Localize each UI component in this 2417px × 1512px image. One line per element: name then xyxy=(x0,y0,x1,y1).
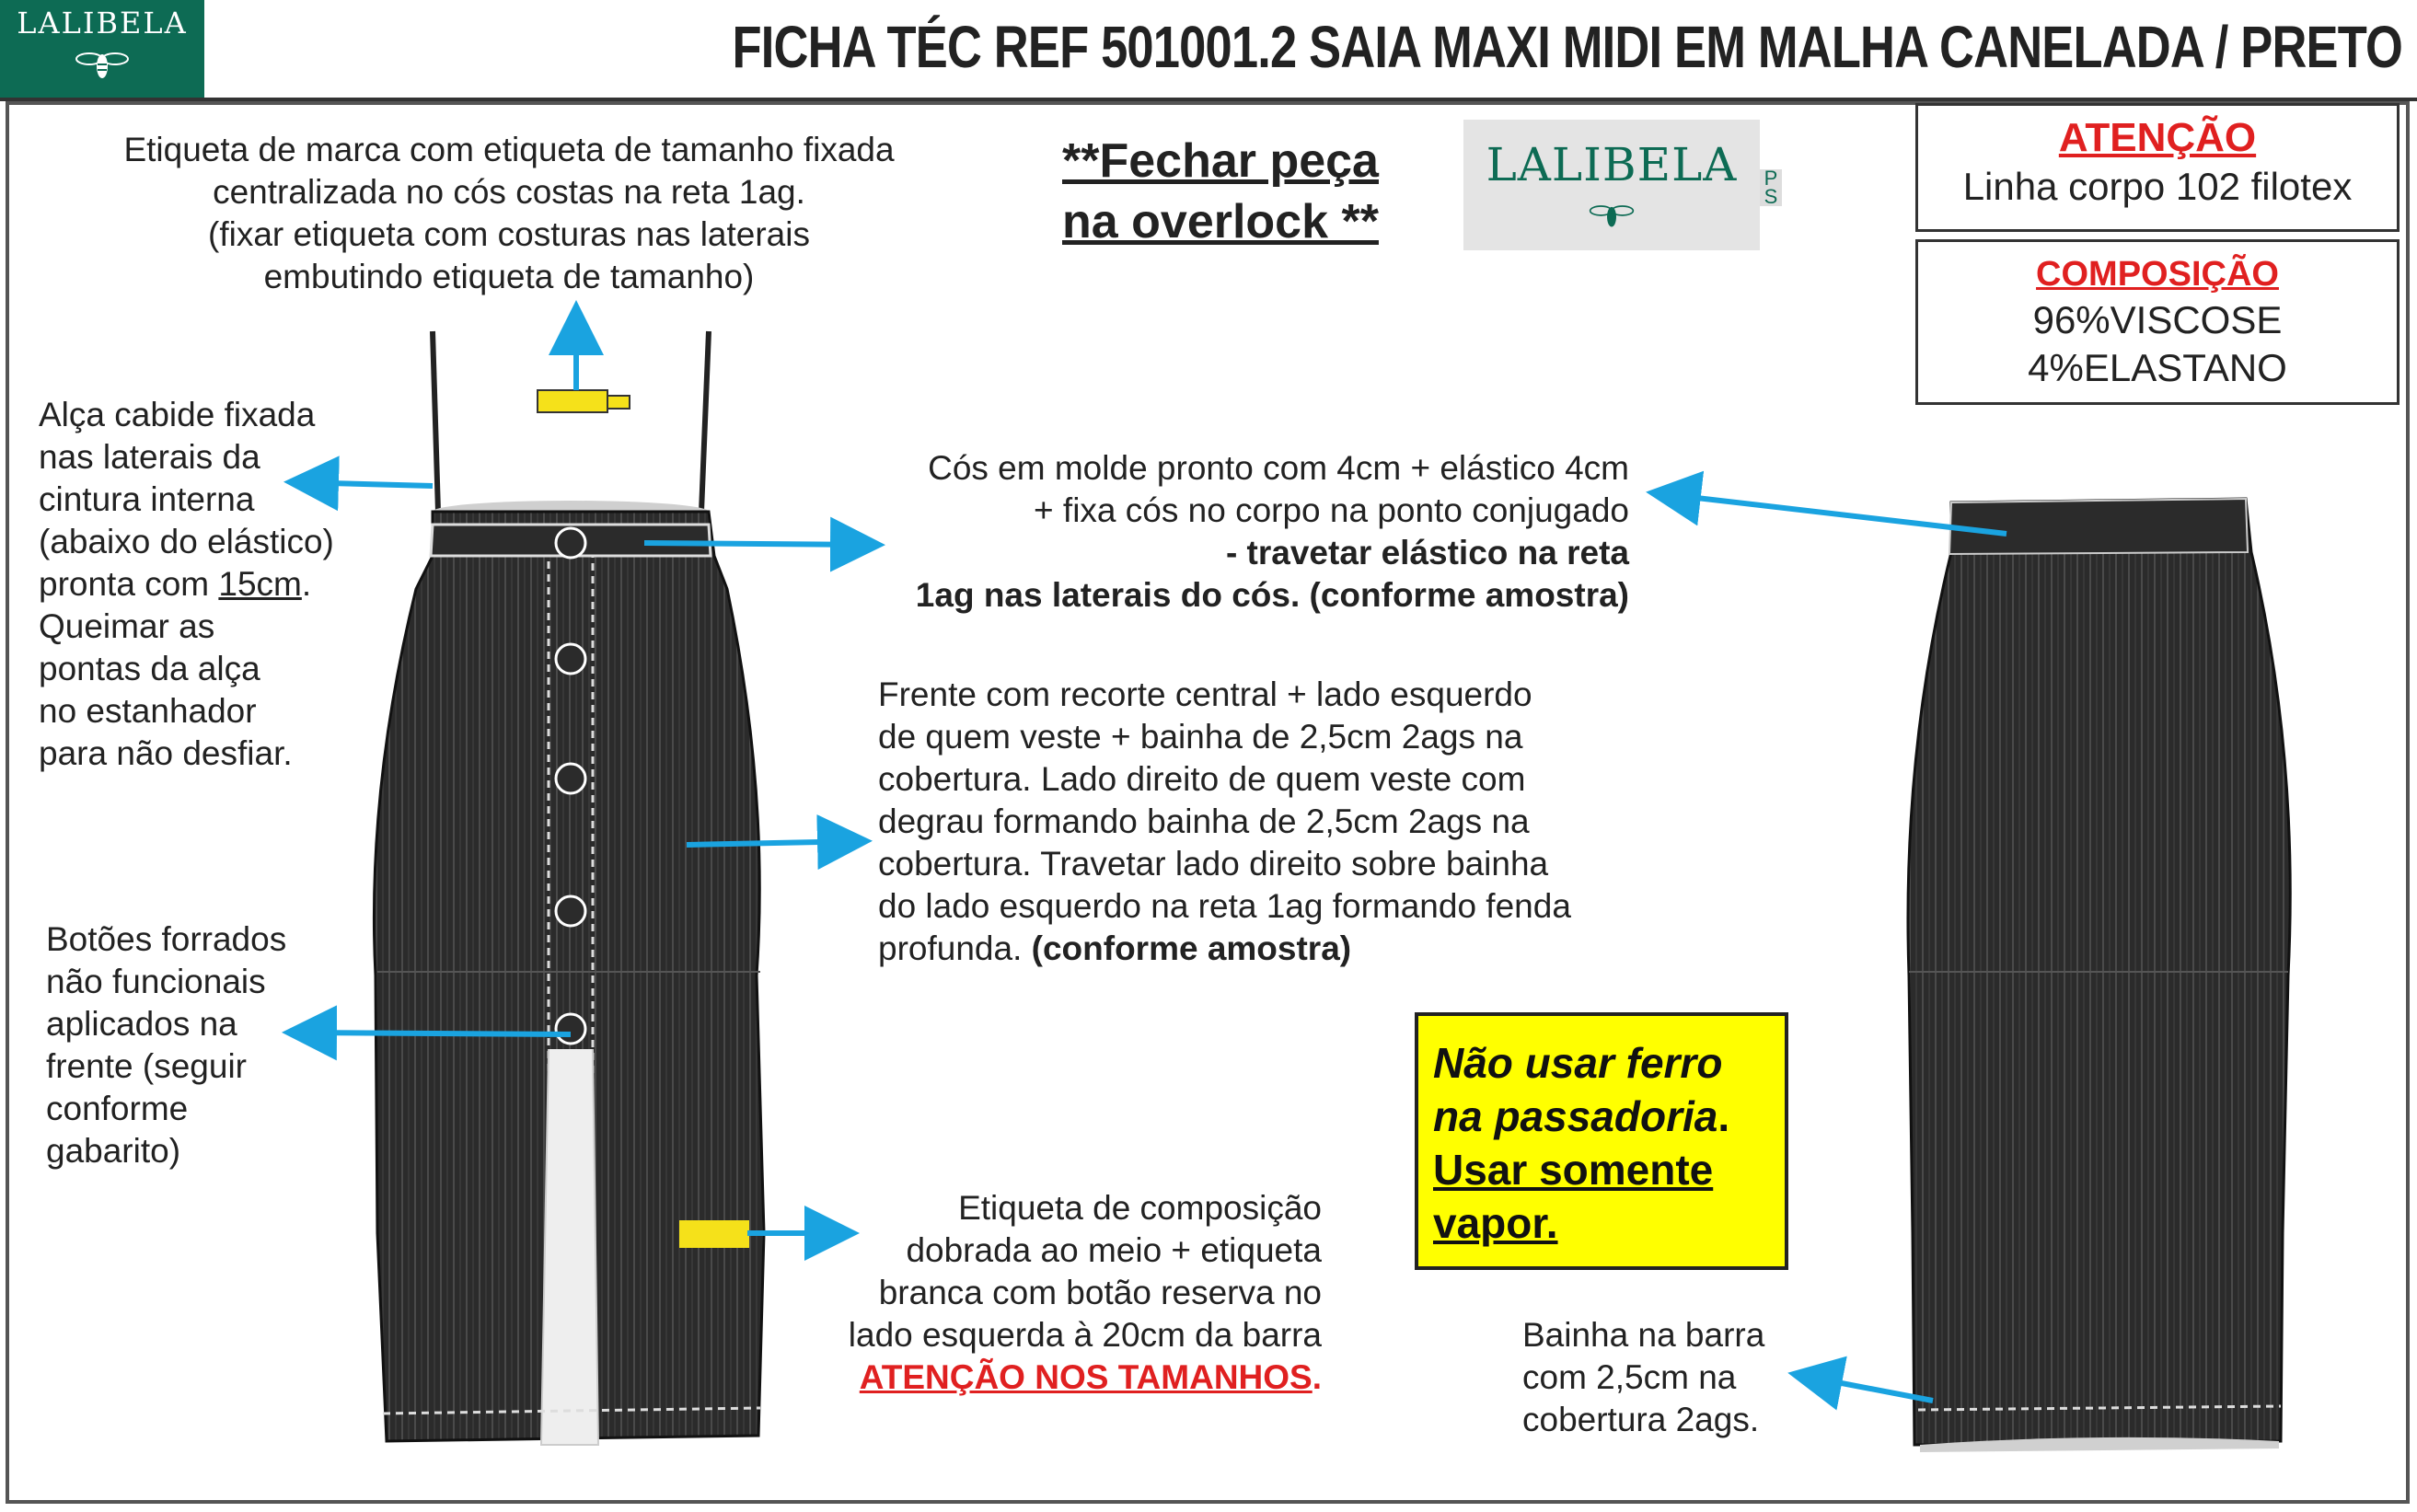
brand-logo-text: LALIBELA xyxy=(17,6,188,40)
note-strap: Alça cabide fixada nas laterais da cintura interna (abaixo do elástico) pronta com 15cm. Queimar as pontas da alça no estanhador para não desfiar. xyxy=(39,396,334,772)
button-3 xyxy=(556,764,585,793)
composition-label xyxy=(679,1220,749,1248)
strap-right xyxy=(701,331,709,512)
button-5 xyxy=(556,1014,585,1044)
logo-suffix: P S xyxy=(1760,169,1782,206)
button-4 xyxy=(556,896,585,926)
composition-box xyxy=(1915,239,2400,405)
arrow-front xyxy=(687,841,862,845)
note-hem: Bainha na barra com 2,5cm na cobertura 2ags. xyxy=(1522,1316,1765,1438)
page-title: FICHA TÉC REF 501001.2 SAIA MAXI MIDI EM MALHA CANELADA / PRETO xyxy=(732,14,2402,80)
strap-left xyxy=(433,331,438,512)
lalibela-logo xyxy=(1463,120,1760,250)
composition-title: COMPOSIÇÃO xyxy=(2036,255,2279,294)
size-label xyxy=(607,396,630,409)
attention-title: ATENÇÃO xyxy=(2058,115,2257,160)
warning-box: Não usar ferro na passadoria. Usar somente vapor. xyxy=(1415,1012,1788,1270)
bee-icon xyxy=(1589,197,1635,234)
note-front: Frente com recorte central + lado esquerdo de quem veste + bainha de 2,5cm 2ags na cobertura. Lado direito de quem veste com degrau formando bainha de 2,5cm 2ags na cobertura. Travetar lado direito sobre bainha do lado esquerdo na reta 1ag formando fenda profunda. (conforme amostra) xyxy=(878,675,1571,967)
attention-box xyxy=(1915,103,2400,232)
note-buttons: Botões forrados não funcionais aplicados na frente (seguir conforme gabarito) xyxy=(46,920,287,1170)
back-waistband xyxy=(1949,499,2248,554)
composition-line-2: 4%ELASTANO xyxy=(2028,346,2287,389)
note-waistband: Cós em molde pronto com 4cm + elástico 4cm + fixa cós no corpo na ponto conjugado - travetar elástico na reta 1ag nas laterais do cós. (conforme amostra) xyxy=(915,449,1629,614)
note-brand-label: Etiqueta de marca com etiqueta de tamanho fixada centralizada no cós costas na reta 1ag. (fixar etiqueta com costuras nas laterais embutindo etiqueta de tamanho) xyxy=(123,131,895,295)
button-2 xyxy=(556,644,585,674)
front-slit xyxy=(541,1049,598,1445)
note-composition-label: Etiqueta de composição dobrada ao meio + etiqueta branca com botão reserva no lado esquerda à 20cm da barra ATENÇÃO NOS TAMANHOS. xyxy=(848,1189,1322,1396)
note-overlock: **Fechar peça na overlock ** xyxy=(1062,134,1379,248)
lalibela-logo-text: LALIBELA xyxy=(1486,138,1738,191)
composition-line-1: 96%VISCOSE xyxy=(2032,298,2283,341)
attention-text: Linha corpo 102 filotex xyxy=(1962,165,2353,208)
brand-label xyxy=(538,390,607,412)
button-1 xyxy=(556,528,585,558)
